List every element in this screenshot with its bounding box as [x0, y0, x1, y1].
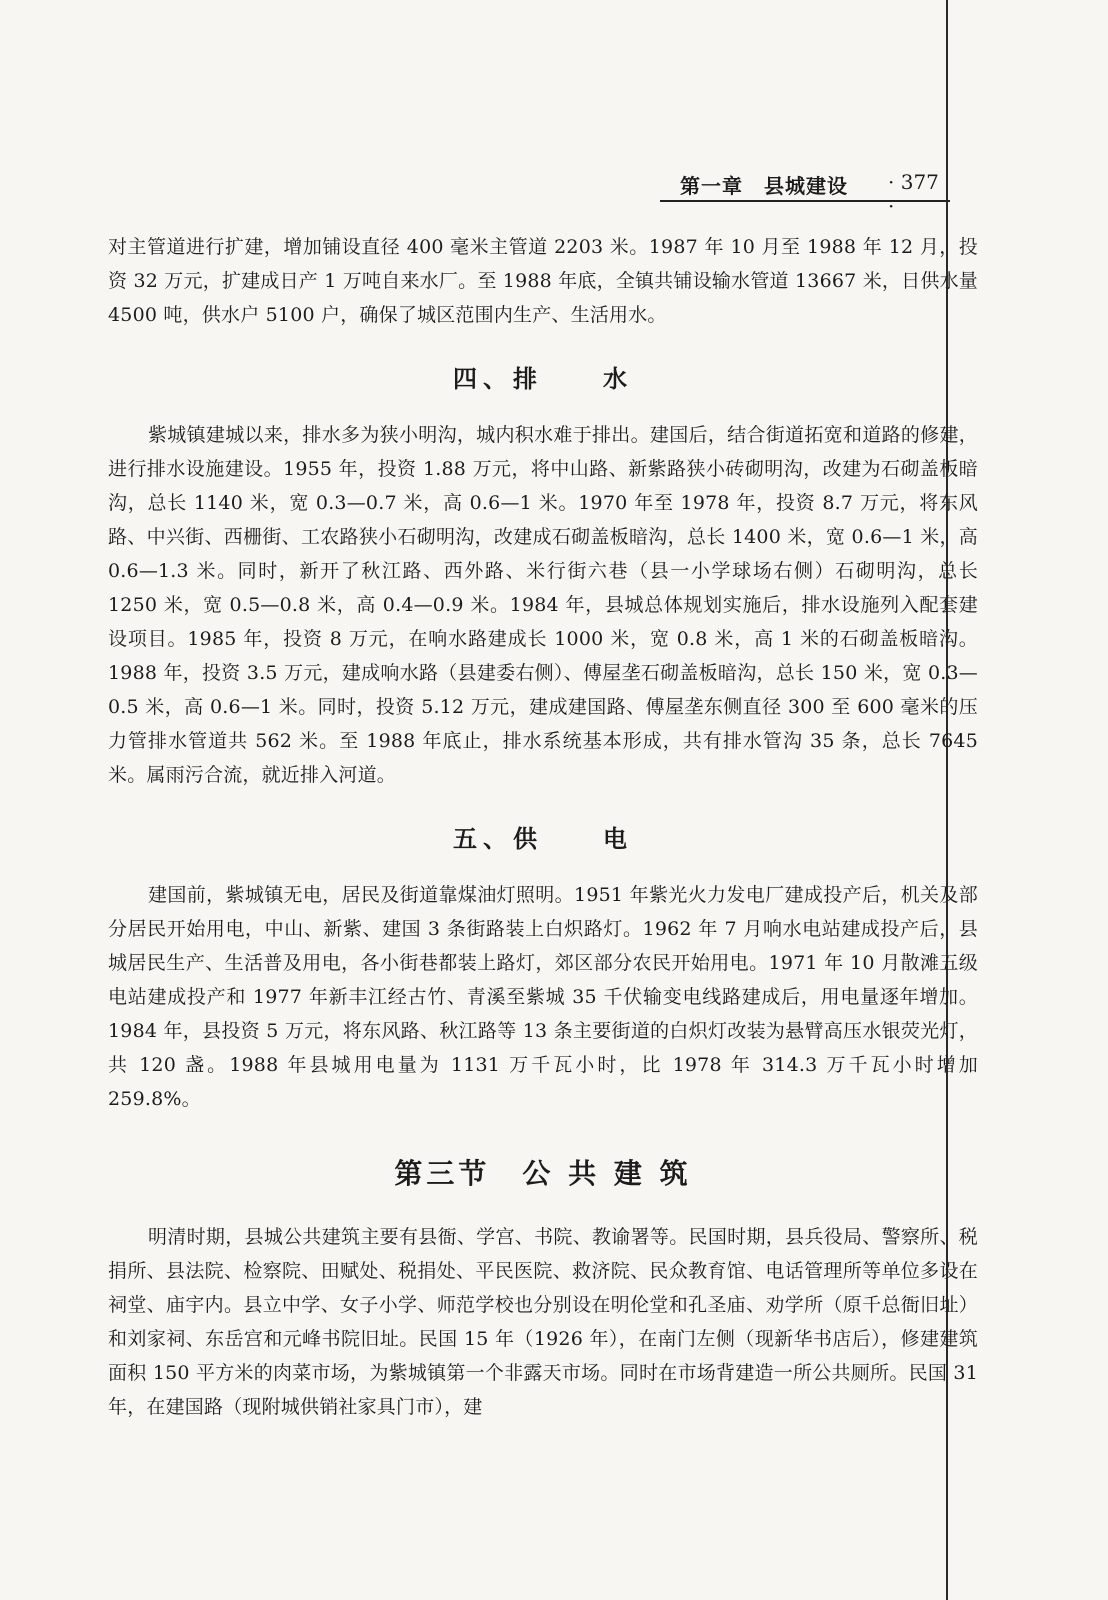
spacer: [108, 1116, 978, 1128]
section-title-public-buildings: 第三节 公 共 建 筑: [394, 1157, 692, 1190]
page-body: [108, 230, 978, 1424]
intro-paragraph: 对主管道进行扩建，增加铺设直径 400 毫米主管道 2203 米。1987 年 10 月至 1988 年 12 月，投资 32 万元，扩建成日产 1 万吨自来水厂。至 1988 年底，全镇共铺设输水管道 13667 米，日供水量 4500 吨，供水户 5100 户，确保了城区范围内生产、生活用水。: [108, 236, 978, 326]
drainage-paragraph: 紫城镇建城以来，排水多为狭小明沟，城内积水难于排出。建国后，结合街道拓宽和道路的修建，进行排水设施建设。1955 年，投资 1.88 万元，将中山路、新紫路狭小砖砌明沟，改建为石砌盖板暗沟，总长 1140 米，宽 0.3—0.7 米，高 0.6—1 米。1970 年至 1978 年，投资 8.7 万元，将东风路、中兴街、西栅街、工农路狭小石砌明沟，改建成石砌盖板暗沟，总长 1400 米，宽 0.6—1 米，高 0.6—1.3 米。同时，新开了秋江路、西外路、米行街六巷（县一小学球场右侧）石砌明沟，总长 1250 米，宽 0.5—0.8 米，高 0.4—0.9 米。1984 年，县城总体规划实施后，排水设施列入配套建设项目。1985 年，投资 8 万元，在响水路建成长 1000 米，宽 0.8 米，高 1 米的石砌盖板暗沟。1988 年，投资 3.5 万元，建成响水路（县建委右侧）、傅屋垄石砌盖板暗沟，总长 150 米，宽 0.3—0.5 米，高 0.6—1 米。同时，投资 5.12 万元，建成建国路、傅屋垄东侧直径 300 至 600 毫米的压力管排水管道共 562 米。至 1988 年底止，排水系统基本形成，共有排水管沟 35 条，总长 7645 米。属雨污合流，就近排入河道。: [108, 424, 978, 786]
running-header: [660, 168, 950, 218]
chapter-title: 第一章 县城建设: [680, 174, 848, 198]
section-title-drainage: 四、排 水: [453, 365, 633, 393]
section-title-power: 五、供 电: [453, 825, 633, 853]
public-buildings-paragraph: 明清时期，县城公共建筑主要有县衙、学宫、书院、教谕署等。民国时期，县兵役局、警察所、税捐所、县法院、检察院、田赋处、税捐处、平民医院、救济院、民众教育馆、电话管理所等单位多设在祠堂、庙宇内。县立中学、女子小学、师范学校也分别设在明伦堂和孔圣庙、劝学所（原千总衙旧址）和刘家祠、东岳宫和元峰书院旧址。民国 15 年（1926 年），在南门左侧（现新华书店后），修建建筑面积 150 平方米的肉菜市场，为紫城镇第一个非露天市场。同时在市场背建造一所公共厕所。民国 31 年，在建国路（现附城供销社家具门市），建: [108, 1226, 978, 1418]
power-paragraph: 建国前，紫城镇无电，居民及街道靠煤油灯照明。1951 年紫光火力发电厂建成投产后，机关及部分居民开始用电，中山、新紫、建国 3 条街路装上白炽路灯。1962 年 7 月响水电站建成投产后，县城居民生产、生活普及用电，各小街巷都装上路灯，郊区部分农民开始用电。1971 年 10 月散滩五级电站建成投产和 1977 年新丰江经古竹、青溪至紫城 35 千伏输变电线路建成后，用电量逐年增加。1984 年，县投资 5 万元，将东风路、秋江路等 13 条主要街道的白炽灯改装为悬臂高压水银荧光灯，共 120 盏。1988 年县城用电量为 1131 万千瓦小时，比 1978 年 314.3 万千瓦小时增加 259.8%。: [108, 884, 978, 1110]
page-number: · 377 ·: [888, 170, 939, 218]
